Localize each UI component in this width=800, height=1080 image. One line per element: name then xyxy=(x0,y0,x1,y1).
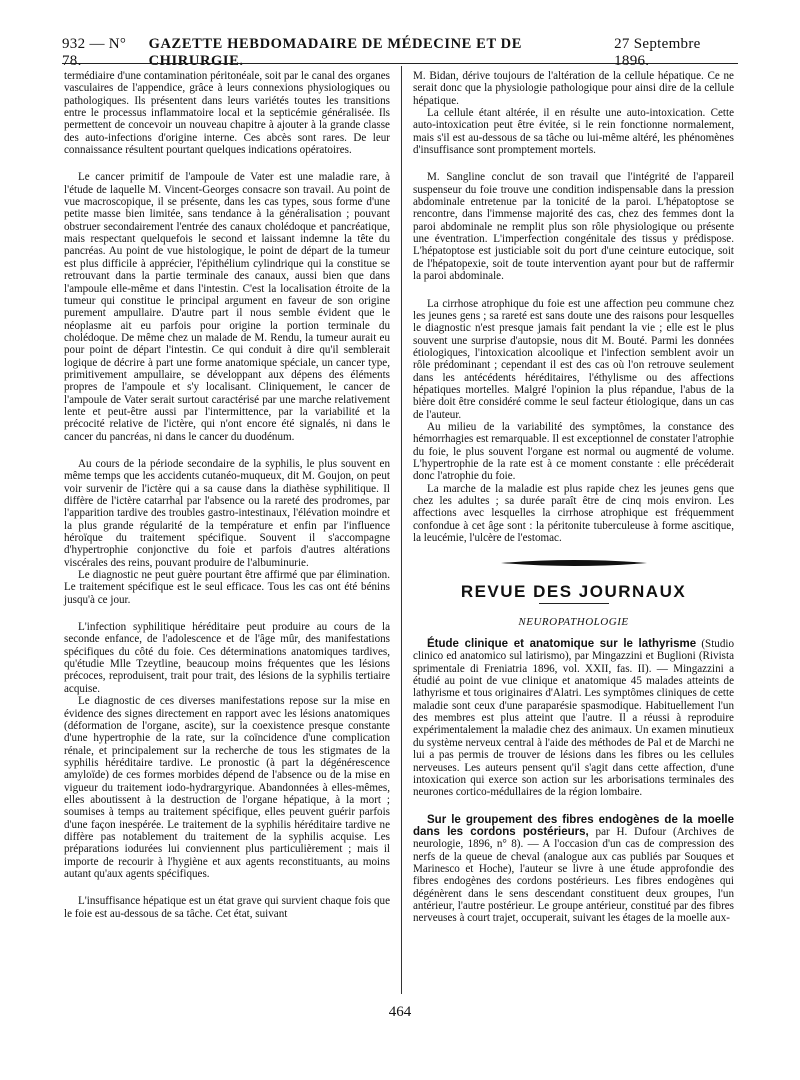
paragraph: La marche de la maladie est plus rapide chez les jeunes gens que chez les adultes ; sa durée paraît être de cinq mois environ. Les affections avec lesquelles la cirrhose atrophique est fréquemment confondue à cet âge sont : la péritonite tuberculeuse à forme ascitique, la leucémie, l'ulcère de l'estomac. xyxy=(413,482,734,545)
right-column xyxy=(413,70,734,925)
left-column xyxy=(64,70,390,920)
article-body: (Studio clinico ed anatomico sul latirismo), par Mingazzini et Buglioni (Rivista sprimentale di Freniatria 1896, vol. XXII, fas. II). — Mingazzini a étudié au point de vue clinique et anatomique 45 malades atteints de lathyrisme et tous originaires d'Alatri. Les symptômes cliniques de cette maladie sont ceux d'une paraparésie spasmodique. Habituellement l'un des membres est plus atteint que l'autre. Il a réussi à reproduire expérimentalement la maladie chez des animaux. Un examen minutieux du système nerveux central à l'aide des méthodes de Pal et de Marchi ne lui a pas permis de trouver de lésions dans les fibres ou les cellules nerveuses. Les auteurs pensent qu'il s'agit dans cette affection, d'une intoxication qui exerce son action sur les arborisations terminales des neurones cortico-médullaires de la région lombaire. xyxy=(413,638,734,799)
section-rule xyxy=(539,603,609,604)
journal-title: GAZETTE HEBDOMADAIRE DE MÉDECINE ET DE CHIRURGIE. xyxy=(148,36,523,69)
section-title: REVUE DES JOURNAUX xyxy=(460,582,687,602)
article-body: par H. Dufour (Archives de neurologie, 1896, n° 8). — A l'occasion d'un cas de compression des nerfs de la queue de cheval (analogue aux cas publiés par Souques et Marinesco et Hoche), l'auteur se livre à une étude approfondie des fibres endogènes des cordons postérieurs. Les fibres endogènes qui dégénèrent dans le sens descendant constituent deux groupes, l'un antérieur, l'autre postérieur. Le groupe antérieur, constitué par des fibres nerveuses à court trajet, occuperait, suivant les étages de la moelle aux- xyxy=(413,825,734,925)
article-title: Sur le groupement des fibres endogènes de la moelle dans les cordons postérieurs, xyxy=(413,813,734,838)
issue-date: 27 Septembre 1896. xyxy=(614,36,701,69)
paragraph: termédiaire d'une contamination péritonéale, soit par le canal des organes vasculaires de l'appendice, grâce à leurs connexions physiologiques ou pathologiques. Ils présentent dans leurs variétés toutes les transitions entre le processus inflammatoire local et la septicémie généralisée. Ils permettent de concevoir un nouveau chapitre à ajouter à la grande classe des auto-infections d'origine interne. Ces abcès sont rares. De leur connaissance résultent pourtant quelques indications opératoires. xyxy=(64,70,390,157)
page-label: 932 — N° 78. xyxy=(62,36,127,69)
subsection-title: NEUROPATHOLOGIE xyxy=(518,615,629,628)
paragraph: Le diagnostic de ces diverses manifestations repose sur la mise en évidence des signes directement en rapport avec les lésions anatomiques (déformation de l'organe, ascite), sur la coexistence presque constante d'une hypertrophie de la rate, sur la coïncidence d'une complication rénale, et principalement sur la recherche de tous les stigmates de la syphilis héréditaire tardive. Le pronostic (à part la dégénérescence amyloïde) de ces formes morbides dépend de l'absence ou de la mise en vigueur du traitement iodo-hydrargyrique. Abandonnées à elles-mêmes, elles aboutissent à la destruction de l'organe hépatique, à la mort ; soumises à temps au traitement spécifique, elles peuvent guérir parfois d'une façon inespérée. Le traitement de la syphilis héréditaire tardive ne diffère pas notablement du traitement de la syphilis acquise. Les préparations iodurées lui conviennent plus particulièrement ; mais il importe de recourir à l'hygiène et aux agents reconstituants, au moins autant qu'aux agents spécifiques. xyxy=(64,695,390,880)
paragraph: M. Bidan, dérive toujours de l'altération de la cellule hépatique. Ce ne serait donc que la physiologie pathologique pour ainsi dire de la cellule hépatique. xyxy=(413,70,734,107)
paragraph: Le diagnostic ne peut guère pourtant être affirmé que par élimination. Le traitement spécifique est le seul efficace. Tous les cas ont été bénins jusqu'à ce jour. xyxy=(64,569,390,606)
paragraph: La cellule étant altérée, il en résulte une auto-intoxication. Cette auto-intoxication peut être évitée, si le rein fonctionne normalement, mais s'il est au-dessous de sa tâche ou lui-même altéré, les phénomènes d'insuffisance sont promptement mortels. xyxy=(413,107,734,157)
column-divider xyxy=(401,66,402,994)
article-entry xyxy=(413,814,734,925)
article-entry xyxy=(413,638,734,798)
running-header xyxy=(62,36,738,69)
paragraph: M. Sangline conclut de son travail que l'intégrité de l'appareil suspenseur du foie trouve une condition indispensable dans la pression abdominale entretenue par la tonicité de la paroi. L'hépatoptose se rencontre, dans l'immense majorité des cas, chez des femmes dont la paroi abdominale ne remplit plus son rôle physiologique ou présente une éventration. L'imperfection congénitale des tissus y prédispose. L'hépatoptose est justiciable soit du port d'une ceinture eutocique, soit de l'hépatopexie, soit de toute intervention ayant pour but de raffermir la paroi abdominale. xyxy=(413,171,734,283)
paragraph: L'infection syphilitique héréditaire peut produire au cours de la seconde enfance, de l'adolescence et de l'âge mûr, des manifestations spécifiques du côté du foie. Ces déterminations anatomiques tardives, qu'étudie Mlle Tzeytline, beaucoup moins fréquentes que les lésions précoces, reproduisent, trait pour trait, des lésions de la syphilis tertiaire acquise. xyxy=(64,621,390,695)
page-number: 464 xyxy=(388,1004,412,1020)
fleuron-ornament xyxy=(499,558,649,568)
article-title: Étude clinique et anatomique sur le lathyrisme xyxy=(427,638,697,651)
paragraph: Le cancer primitif de l'ampoule de Vater est une maladie rare, à l'étude de laquelle M. Vincent-Georges consacre son travail. Au point de vue macroscopique, il se présente, dans les cas types, sous forme d'une petite masse bien limitée, sans tendance à la généralisation ; pouvant obstruer secondairement l'entrée des canaux cholédoque et pancréatique, mais respectant quelquefois le second et laissant indemne la tête du pancréas. Au point de vue histologique, le point de départ de la tumeur est plus difficile à apprécier, l'épithélium cylindrique qui la constitue se retrouvant dans la partie terminale des canaux, aussi bien que dans l'ampoule elle-même et dans l'intestin. C'est la localisation étroite de la tumeur qui constitue le principal argument en faveur de son origine purement ampullaire. D'autre part il nous semble évident que le néoplasme ait eu parfois pour origine la portion terminale du cholédoque. De même chez un malade de M. Rendu, la tumeur aurait eu pour point de départ l'intestin. Ce qui conduit à dire qu'il semblerait logique de décrire à part une forme anatomique spéciale, un cancer type, primitivement ampullaire, se développant aux dépens des éléments propres de l'ampoule et s'y localisant. Cliniquement, le cancer de l'ampoule de Vater serait surtout caractérisé par une marche relativement lente et peut-être aussi par l'intermittence, par la variabilité et la précocité relative de l'ictère, qui n'ont encore été signalés, ni dans le cancer du pancréas, ni dans le cancer du duodénum. xyxy=(64,171,390,443)
paragraph: Au milieu de la variabilité des symptômes, la constance des hémorrhagies est remarquable. Il est exceptionnel de constater l'atrophie du foie, le plus souvent l'organe est normal ou augmenté de volume. L'hypertrophie de la rate est à ce moment constante : elle précéderait donc l'atrophie du foie. xyxy=(413,420,734,483)
paragraph: Au cours de la période secondaire de la syphilis, le plus souvent en même temps que les accidents cutanéo-muqueux, dit M. Goujon, on peut voir survenir de l'ictère qui a sa cause dans la diathèse syphilitique. Il diffère de l'ictère catarrhal par l'absence ou la rareté des prodromes, par l'apparition tardive des troubles gastro-intestinaux, l'élévation moindre et la plus grande régularité de la température et enfin par l'influence héroïque du traitement spécifique. Souvent il s'accompagne d'hypertrophie conjonctive du foie et parfois d'autres altérations viscérales des reins, pouvant produire de l'albuminurie. xyxy=(64,457,390,569)
paragraph: L'insuffisance hépatique est un état grave qui survient chaque fois que le foie est au-dessous de sa tâche. Cet état, suivant xyxy=(64,895,390,920)
header-rule xyxy=(62,63,738,64)
paragraph: La cirrhose atrophique du foie est une affection peu commune chez les jeunes gens ; sa rareté est sans doute une des raisons pour lesquelles le diagnostic n'est presque jamais fait pendant la vie ; elle est le plus souvent une surprise d'autopsie, nous dit M. Bouté. Parmi les données étiologiques, l'intoxication alcoolique et l'infection semblent avoir un rôle prédominant ; cependant il est des cas où l'on retrouve seulement dans les antécédents héréditaires, l'éthylisme ou des affections hépatiques mortelles. Malgré l'opinion la plus répandue, l'abus de la bière doit être considéré comme le seul facteur étiologique, dans un cas de l'auteur. xyxy=(413,297,734,421)
